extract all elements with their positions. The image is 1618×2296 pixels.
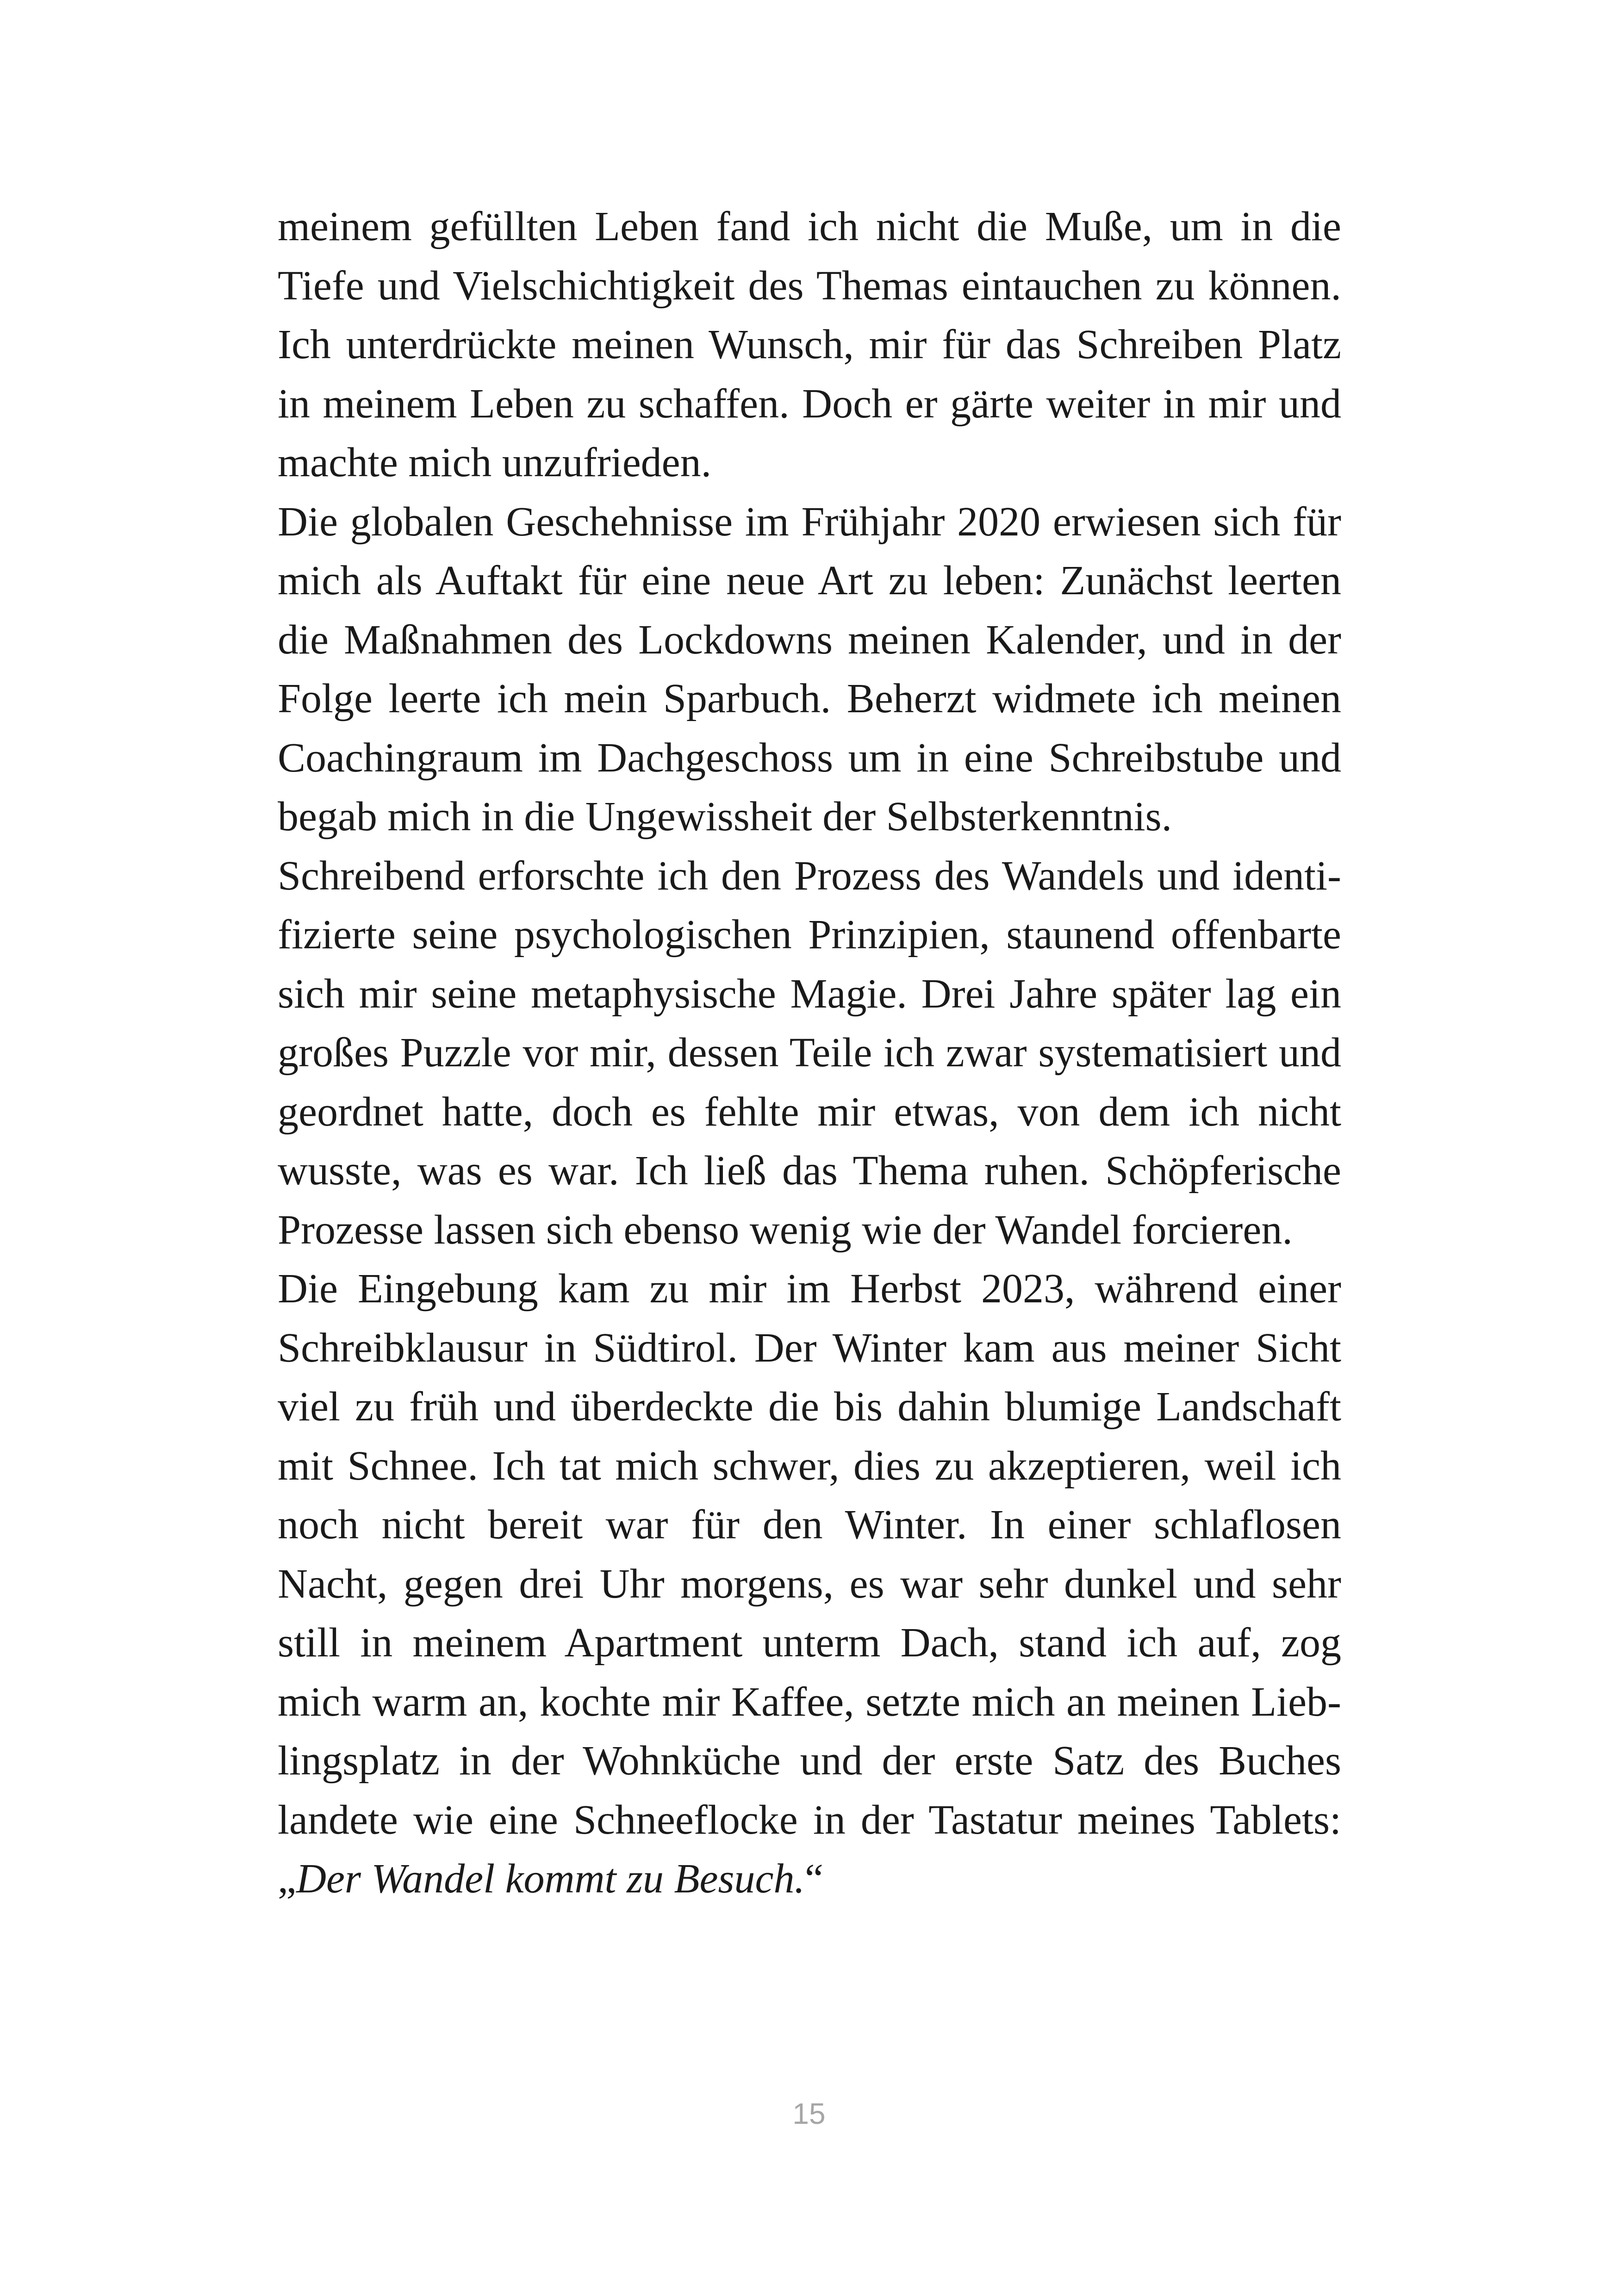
paragraph-4 — [278, 1259, 1341, 1909]
paragraph-3 — [278, 846, 1341, 1260]
paragraph-2 — [278, 492, 1341, 846]
quote-italic-text: Der Wandel kommt zu Besuch. — [296, 1856, 805, 1902]
text-line: begab mich in die Ungewissheit der Selbsterkenntnis. — [278, 794, 1172, 840]
text-line: still in meinem Apartment unterm Dach, stand ich auf, zog — [278, 1620, 1341, 1666]
text-line: viel zu früh und überdeckte die bis dahin blumige Landschaft — [278, 1384, 1341, 1430]
text-line: mit Schnee. Ich tat mich schwer, dies zu akzeptieren, weil ich — [278, 1443, 1341, 1489]
text-line: Schreibend erforschte ich den Prozess des Wandels und identi- — [278, 852, 1341, 899]
text-line: Ich unterdrückte meinen Wunsch, mir für das Schreiben Platz — [278, 322, 1341, 367]
text-line: machte mich unzufrieden. — [278, 440, 712, 485]
text-line: die Maßnahmen des Lockdowns meinen Kalender, und in der — [278, 616, 1341, 663]
text-line: geordnet hatte, doch es fehlte mir etwas, von dem ich nicht — [278, 1089, 1341, 1135]
text-line: Nacht, gegen drei Uhr morgens, es war sehr dunkel und sehr — [278, 1561, 1341, 1607]
text-line: meinem gefüllten Leben fand ich nicht die Muße, um in die — [278, 204, 1341, 249]
text-line: lingsplatz in der Wohnküche und der erste Satz des Buches — [278, 1738, 1341, 1784]
text-line: sich mir seine metaphysische Magie. Drei Jahre später lag ein — [278, 971, 1341, 1017]
text-line: fizierte seine psychologischen Prinzipien, staunend offenbarte — [278, 912, 1341, 958]
text-line: Folge leerte ich mein Sparbuch. Beherzt widmete ich meinen — [278, 676, 1341, 722]
text-line: Tiefe und Vielschichtigkeit des Themas eintauchen zu können. — [278, 262, 1341, 309]
quote-open-mark: „ — [278, 1856, 296, 1902]
text-line: großes Puzzle vor mir, dessen Teile ich zwar systematisiert und — [278, 1030, 1341, 1076]
text-line: wusste, was es war. Ich ließ das Thema ruhen. Schöpferische — [278, 1148, 1341, 1194]
text-line: mich warm an, kochte mir Kaffee, setzte mich an meinen Lieb- — [278, 1679, 1341, 1725]
text-line: noch nicht bereit war für den Winter. In einer schlaflosen — [278, 1502, 1341, 1548]
text-line: Prozesse lassen sich ebenso wenig wie der Wandel forcieren. — [278, 1207, 1293, 1253]
closing-quote — [278, 1849, 1341, 1909]
text-line: Coachingraum im Dachgeschoss um in eine Schreibstube und — [278, 734, 1341, 781]
page-number: 15 — [792, 2097, 826, 2130]
text-line: in meinem Leben zu schaffen. Doch er gärte weiter in mir und — [278, 380, 1341, 427]
text-line: landete wie eine Schneeflocke in der Tastatur meines Tablets: — [278, 1797, 1341, 1843]
body-text — [278, 197, 1341, 1909]
paragraph-1 — [278, 197, 1341, 492]
text-line: Die globalen Geschehnisse im Frühjahr 2020 erwiesen sich für — [278, 498, 1341, 545]
text-line: mich als Auftakt für eine neue Art zu leben: Zunächst leerten — [278, 558, 1341, 604]
text-line: Schreibklausur in Südtirol. Der Winter kam aus meiner Sicht — [278, 1325, 1341, 1371]
quote-close-mark: “ — [804, 1856, 823, 1902]
text-line: Die Eingebung kam zu mir im Herbst 2023, während einer — [278, 1266, 1341, 1312]
